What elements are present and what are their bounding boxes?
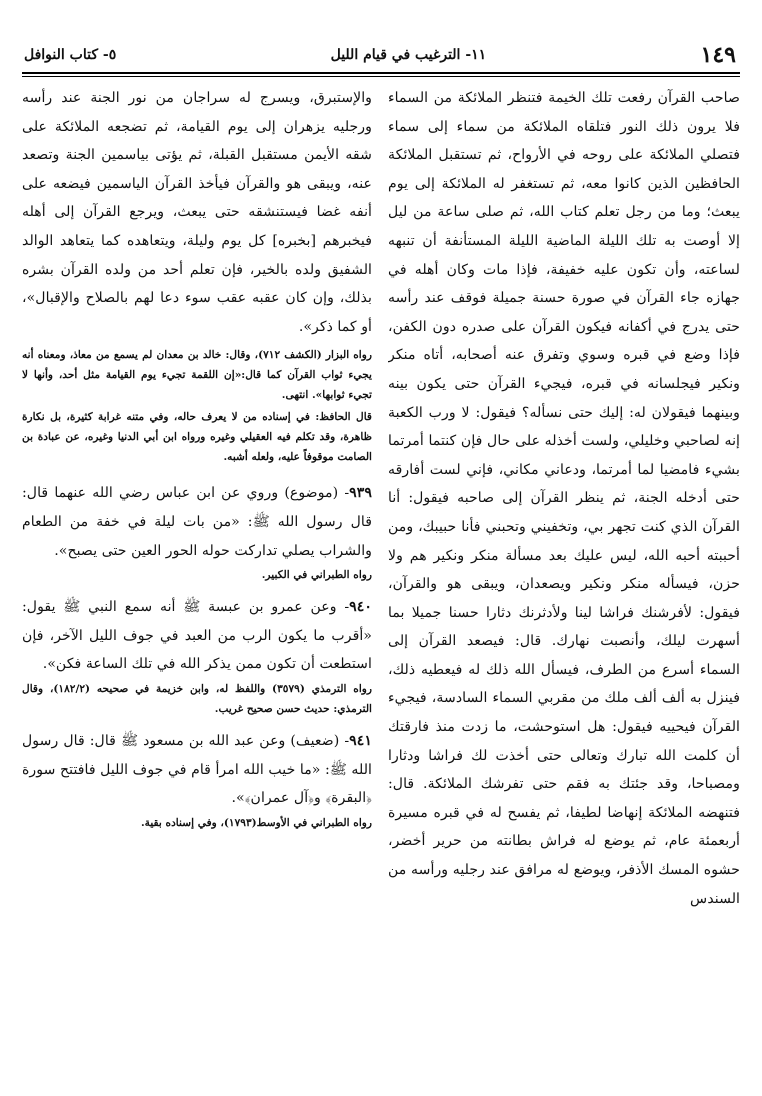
hadith-941-source: رواه الطبراني في الأوسط(١٧٩٣)، وفي إسناده بقية. <box>140 816 372 829</box>
hadith-text: - (موضوع) وروي عن ابن عباس رضي الله عنهما قال: قال رسول الله ﷺ: «من بات ليلة في خفة من الطعام والشراب يصلي تداركت حوله الحور العين حتى يصبح». <box>22 485 372 559</box>
left-column <box>22 84 372 1096</box>
hadith-940 <box>22 593 372 679</box>
hadith-text: - (ضعيف) وعن عبد الله بن مسعود ﷺ قال: قال رسول الله ﷺ: «ما خيب الله امرأ قام في جوف الليل فافتتح سورة ﴿البقرة﴾ و﴿آل عمران﴾». <box>22 732 372 807</box>
right-column <box>388 84 740 1096</box>
hadith-940-source: رواه الترمذي (٣٥٧٩) واللفظ له، وابن خزيمة في صحيحه (١٨٢/٢)، وقال الترمذي: حديث حسن صحيح غريب. <box>22 682 372 715</box>
hadith-number: ٩٤٠ <box>349 599 372 616</box>
page-number: ١٤٩ <box>700 42 736 68</box>
hadith-941 <box>22 727 372 813</box>
header-rule-thin <box>22 76 740 77</box>
hadith-939 <box>22 479 372 565</box>
hadith-939-source: رواه الطبراني في الكبير. <box>261 569 372 582</box>
hadith-938-ending: والإستبرق، ويسرج له سراجان من نور الجنة عند رأسه ورجليه يزهران إلى يوم القيامة، ثم تضجعه الملائكة على شقه الأيمن مستقبل القبلة، ثم يؤتى بياسمين الجنة وتصعد عنه، ويبقى هو والقرآن فيأخذ القرآن الياسمين فيضعه على أنفه غضا فيستنشقه حتى يبعث، ويرجع القرآن إلى أهله فيخبرهم [بخبره] كل يوم وليلة، ويتعاهده كما يتعاهد الوالد الشفيق ولده بالخير، فإن تعلم أحد من ولده القرآن بشره بذلك، وإن كان عقبه عقب سوء دعا لهم بالصلاح والإقبال»، أو كما ذكر». <box>22 90 372 335</box>
hadith-938-body-continued: صاحب القرآن رفعت تلك الخيمة فتنظر الملائكة من السماء فلا يرون ذلك النور فتلقاه الملائكة من سماء إلى سماء فتصلي الملائكة على روحه في الأرواح، ثم تستقبل الملائكة الحافظين الذين كانوا معه، ثم تستغفر له الملائكة إلى يوم يبعث؛ وما من رجل تعلم كتاب الله، ثم صلى ساعة من ليل إلا أوصت به تلك الليلة الماضية الليلة المستأنفة أن تنبهه لساعته، وأن تكون عليه خفيفة، فإذا مات وكان أهله في جهازه جاء القرآن في صورة حسنة جميلة فوقف عند رأسه حتى يدرج في أكفانه فيكون القرآن على صدره دون الكفن، فإذا وضع في قبره وسوي وتفرق عنه أصحابه، أتاه منكر ونكير فيجلسانه في قبره، فيجيء القرآن حتى يكون بينه وبينهما فيقولان له: إليك حتى نسأله؟ فيقول: لا ورب الكعبة إنه لصاحبي وخليلي، ولست أخذله على حال فإن كنتما أمرتما بشيء فامضيا لما أمرتما، ودعاني مكاني، فإني لست أفارقه حتى أدخله الجنة، ثم ينظر القرآن إلى صاحبه فيقول: أنا القرآن الذي كنت تجهر بي، وتخفيني وتحبني فأنا حبيبك، ومن أحببته أحبه الله، ليس عليك بعد مسألة منكر ونكير هم ولا حزن، فيسأله منكر ونكير ويصعدان، ويبقى هو والقرآن، فيقول: لأفرشنك فراشا لينا ولأدثرنك دثارا حسنا جميلا بما أسهرت ليلك، وأنصبت نهارك. قال: فيصعد القرآن إلى السماء أسرع من الطرف، فيسأل الله ذلك له فيعطيه ذلك، فينزل به ألف ألف ملك من مقربي السماء السادسة، فيجيء القرآن فيحييه فيقول: هل استوحشت، ما زدت منذ فارقتك أن كلمت الله تبارك وتعالى حتى أخذت لك فراشا ودثارا ومصباحا، وقد جئتك به فقم حتى تفرشك الملائكة. قال: فتنهضه الملائكة إنهاضا لطيفا، ثم يفسح له في قبره مسيرة أربعمئة عام، ثم يوضع له فراش بطانته من حرير أخضر، حشوه المسك الأذفر، ويوضع له مرافق عند رجليه ورأسه من السندس <box>388 90 740 907</box>
hadith-number: ٩٣٩ <box>349 485 372 502</box>
page-header <box>24 40 736 70</box>
source-note: رواه البزار (الكشف ٧١٢)، وقال: خالد بن معدان لم يسمع من معاذ، ومعناه أنه يجيء ثواب القرآن كما قال:«إن اللقمة تجيء يوم القيامة مثل أحد، وأنها لا تجيء ثوابها». انتهى. <box>22 349 372 402</box>
hadith-number: ٩٤١ <box>349 732 372 749</box>
hafiz-comment: قال الحافظ: في إسناده من لا يعرف حاله، وفي متنه غرابة كثيرة، بل نكارة ظاهرة، وقد تكلم فيه العقيلي وغيره ورواه ابن أبي الدنيا وغيره، عن عبادة بن الصامت موقوفاً عليه، ولعله أشبه. <box>22 411 372 464</box>
book-title: ٥- كتاب النوافل <box>24 47 117 63</box>
header-rule <box>22 72 740 74</box>
spacer <box>22 469 372 479</box>
chapter-title: ١١- الترغيب في قيام الليل <box>330 47 487 63</box>
hadith-text: - وعن عمرو بن عبسة ﷺ أنه سمع النبي ﷺ يقول: «أقرب ما يكون الرب من العبد في جوف الليل الآخر، فإن استطعت أن تكون ممن يذكر الله في تلك الساعة فكن». <box>22 599 372 673</box>
